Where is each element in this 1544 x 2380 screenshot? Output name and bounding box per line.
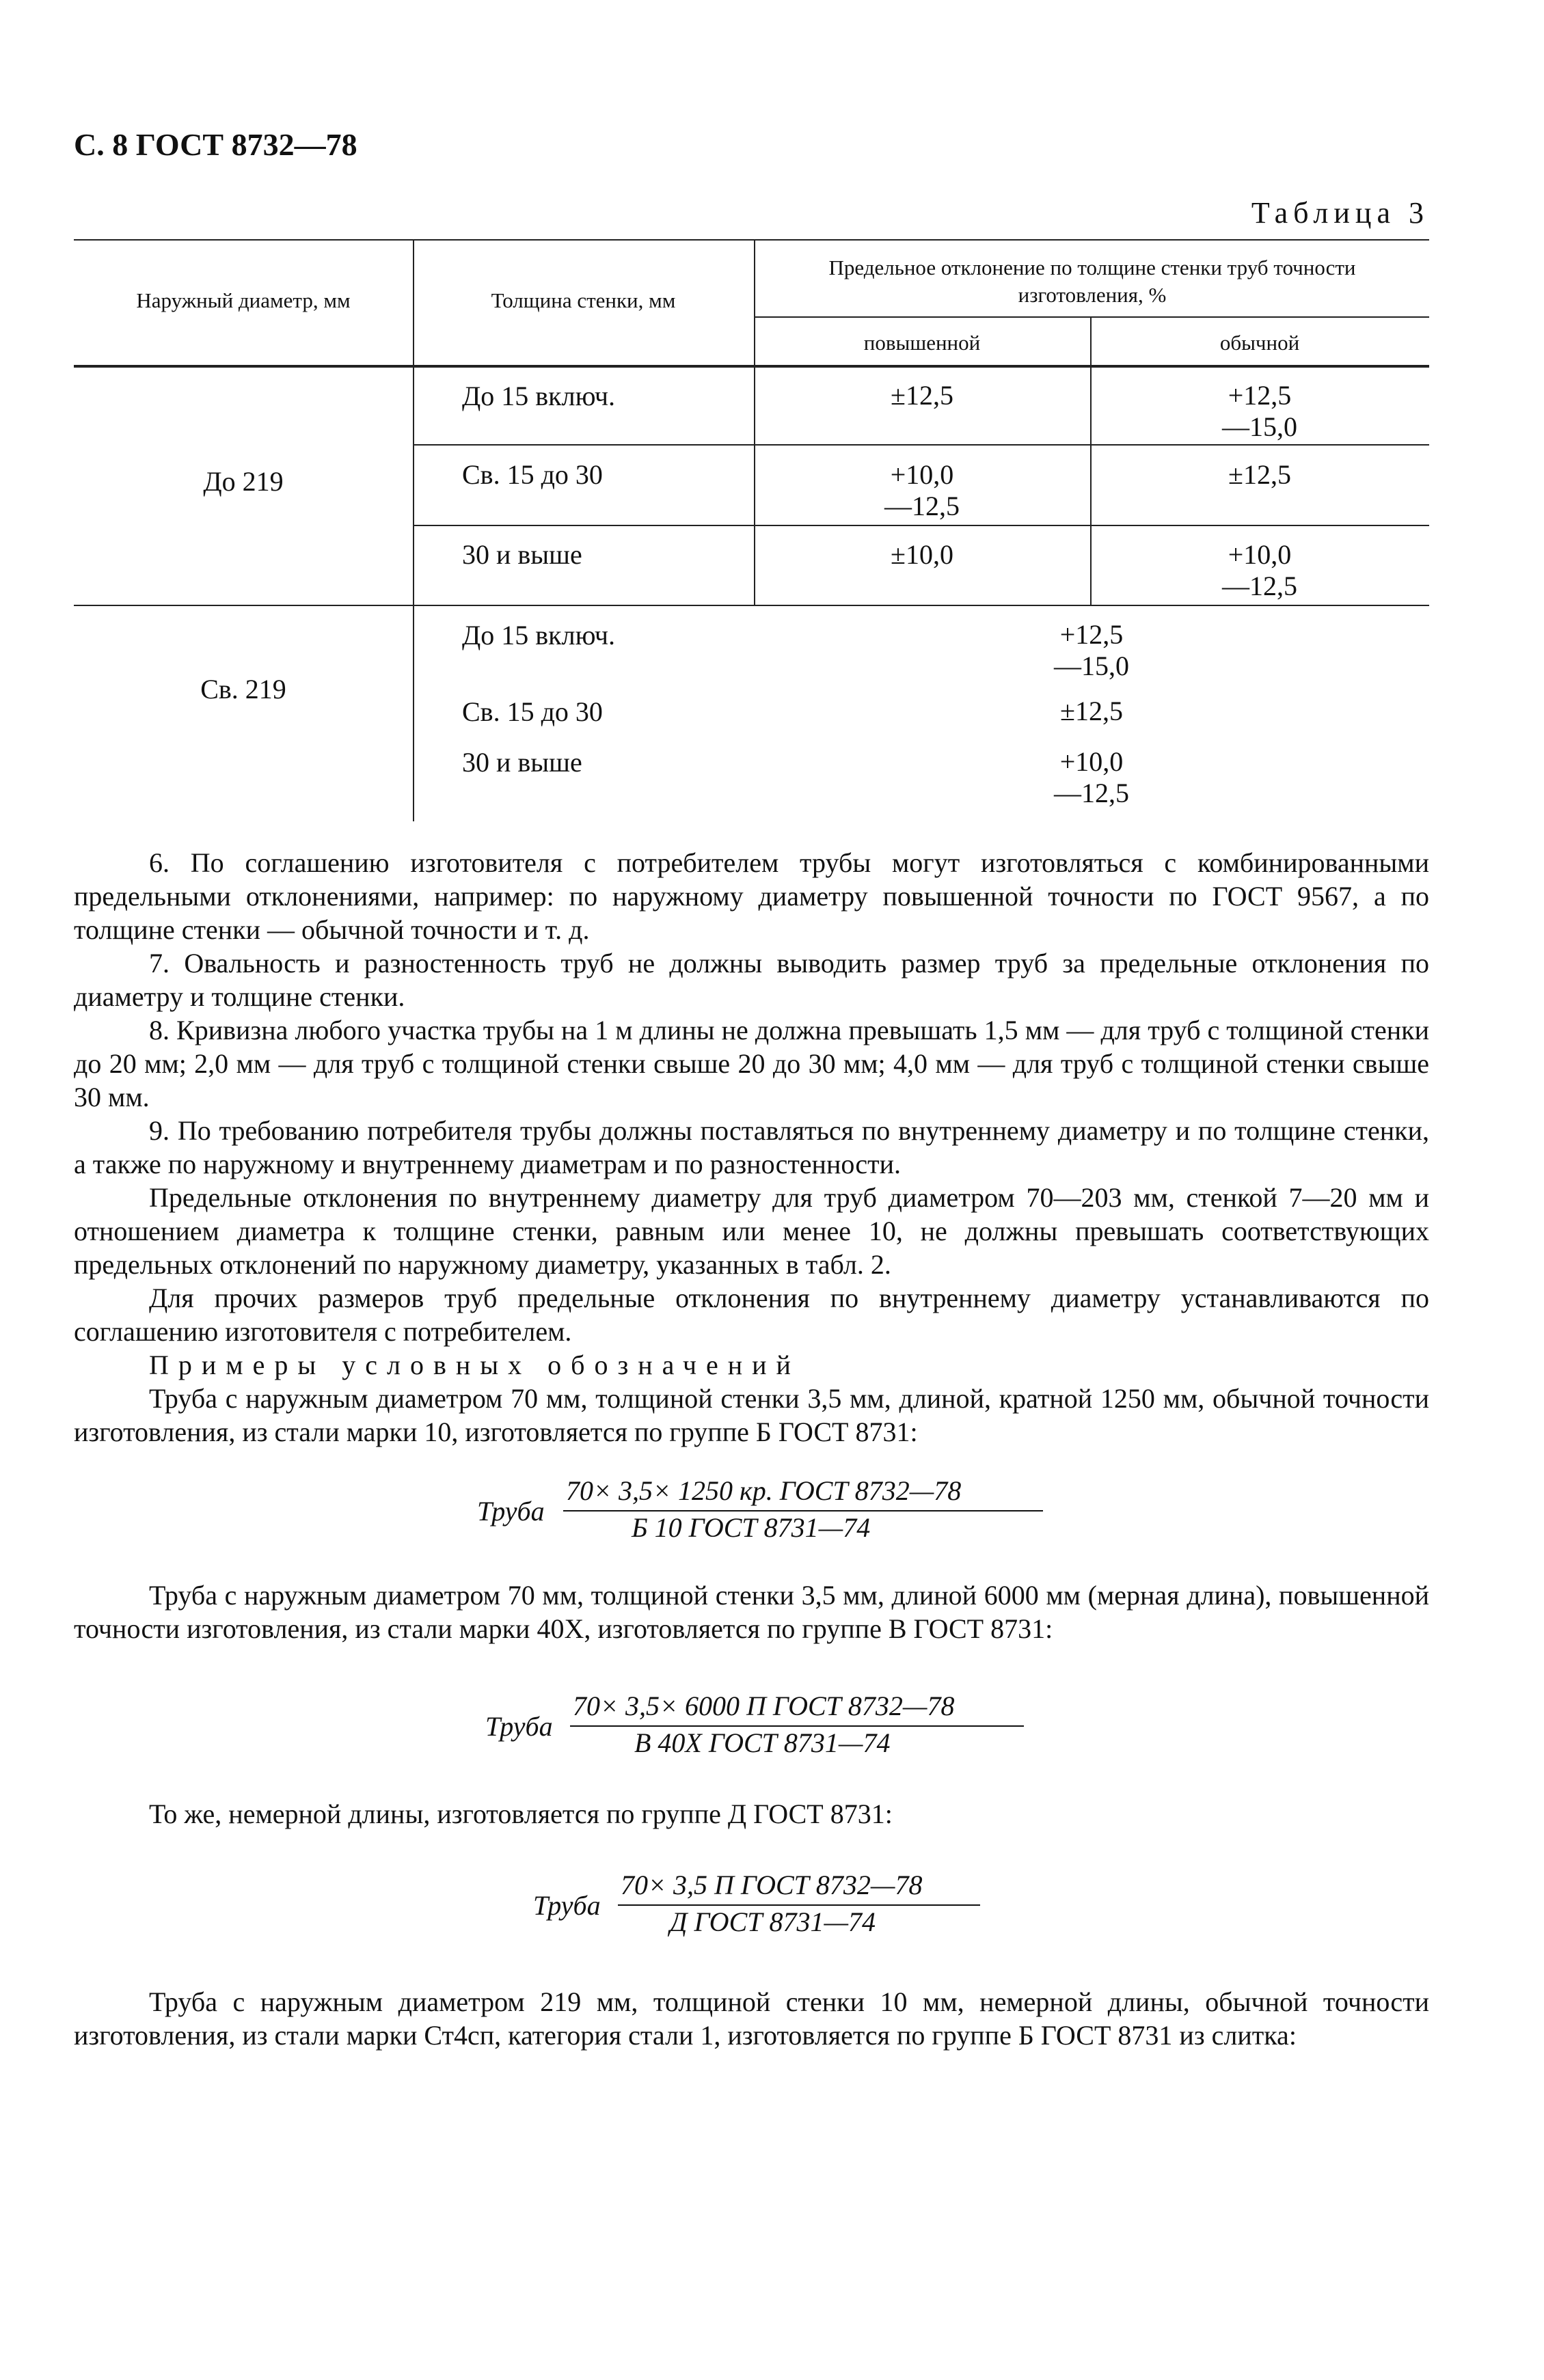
formula-denominator: В 40Х ГОСТ 8731—74: [634, 1727, 891, 1758]
thickness-cell: Св. 15 до 30: [462, 459, 603, 490]
formula-label: Труба: [485, 1711, 553, 1742]
col-header-deviation: Предельное отклонение по толщине стенки труб точности изготовления, %: [828, 256, 1356, 307]
ordinary-cell: +10,0 —12,5: [1222, 539, 1297, 601]
col-header-outer-diameter: Наружный диаметр, мм: [136, 288, 351, 312]
increased-cell: ±12,5: [891, 380, 953, 411]
thickness-cell: 30 и выше: [462, 747, 582, 778]
example-4-block: [74, 1985, 1429, 2052]
diameter-cell-group1: До 219: [203, 466, 284, 497]
formula-numerator: 70× 3,5× 1250 кр. ГОСТ 8732—78: [566, 1475, 962, 1506]
paragraph-7: 7. Овальность и разностенность труб не должны выводить размер труб за предельные отклонения по диаметру и толщине стенки.: [74, 948, 1429, 1012]
paragraph-9a: Предельные отклонения по внутреннему диаметру для труб диаметром 70—203 мм, стенкой 7—20 мм и отношением диаметра к толщине стенки, равным или менее 10, не должны превышать соответствующих предельных отклонений по наружному диаметру, указанных в табл. 2.: [74, 1182, 1429, 1280]
diameter-cell-group2: Св. 219: [200, 674, 286, 705]
formula-numerator: 70× 3,5× 6000 П ГОСТ 8732—78: [573, 1691, 955, 1721]
merged-value-cell: +12,5 —15,0: [1054, 619, 1129, 681]
example-2-block: [74, 1578, 1429, 1645]
designation-formula-2: [485, 1690, 1135, 1772]
page-header: С. 8 ГОСТ 8732—78: [74, 127, 357, 162]
body-text: [74, 846, 1429, 1449]
increased-cell: +10,0 —12,5: [884, 459, 960, 521]
formula-label: Труба: [477, 1496, 545, 1527]
formula-denominator: Б 10 ГОСТ 8731—74: [632, 1512, 871, 1543]
ordinary-cell: ±12,5: [1228, 459, 1291, 490]
example-1-text: Труба с наружным диаметром 70 мм, толщиной стенки 3,5 мм, длиной, кратной 1250 мм, обычной точности изготовления, из стали марки 10, изготовляется по группе Б ГОСТ 8731:: [74, 1383, 1429, 1447]
formula-label: Труба: [533, 1890, 601, 1921]
increased-cell: ±10,0: [891, 539, 953, 570]
examples-heading: Примеры условных обозначений: [149, 1350, 800, 1380]
paragraph-6: 6. По соглашению изготовителя с потребителем трубы могут изготовляться с комбинированными предельными отклонениями, например: по наружному диаметру повышенной точности по ГОСТ 9567, а по толщине стенки — обычной точности и т. д.: [74, 847, 1429, 945]
thickness-cell: 30 и выше: [462, 539, 582, 570]
merged-value-cell: +10,0 —12,5: [1054, 746, 1129, 808]
table-caption: Таблица 3: [1251, 196, 1429, 230]
paragraph-8: 8. Кривизна любого участка трубы на 1 м длины не должна превышать 1,5 мм — для труб с толщиной стенки до 20 мм; 2,0 мм — для труб с толщиной стенки свыше 20 до 30 мм; 4,0 мм — для труб с толщиной стенки свыше 30 мм.: [74, 1015, 1429, 1112]
formula-denominator: Д ГОСТ 8731—74: [670, 1906, 876, 1937]
ordinary-cell: +12,5 —15,0: [1222, 380, 1297, 442]
example-4-text: Труба с наружным диаметром 219 мм, толщиной стенки 10 мм, немерной длины, обычной точности изготовления, из стали марки Ст4сп, категория стали 1, изготовляется по группе Б ГОСТ 8731 из слитка:: [74, 1986, 1429, 2051]
col-header-ordinary: обычной: [1219, 331, 1300, 355]
document-page: [74, 0, 1429, 2380]
col-header-wall-thickness: Толщина стенки, мм: [491, 288, 676, 312]
thickness-cell: До 15 включ.: [462, 620, 616, 651]
tolerance-table: [74, 239, 1429, 821]
merged-value-cell: ±12,5: [1060, 696, 1123, 726]
col-header-increased: повышенной: [863, 331, 981, 355]
designation-formula-3: [533, 1869, 1080, 1951]
thickness-cell: До 15 включ.: [462, 381, 616, 411]
thickness-cell: Св. 15 до 30: [462, 696, 603, 727]
paragraph-9: 9. По требованию потребителя трубы должны поставляться по внутреннему диаметру и по толщине стенки, а также по наружному и внутреннему диаметрам и по разностенности.: [74, 1115, 1429, 1179]
paragraph-9b: Для прочих размеров труб предельные отклонения по внутреннему диаметру устанавливаются по соглашению изготовителя с потребителем.: [74, 1283, 1429, 1347]
example-2-text: Труба с наружным диаметром 70 мм, толщиной стенки 3,5 мм, длиной 6000 мм (мерная длина), повышенной точности изготовления, из стали марки 40Х, изготовляется по группе В ГОСТ 8731:: [74, 1580, 1429, 1644]
example-3-block: [74, 1797, 1429, 1831]
example-3-text: То же, немерной длины, изготовляется по группе Д ГОСТ 8731:: [149, 1798, 893, 1829]
formula-numerator: 70× 3,5 П ГОСТ 8732—78: [621, 1870, 923, 1900]
designation-formula-1: [477, 1475, 1126, 1557]
